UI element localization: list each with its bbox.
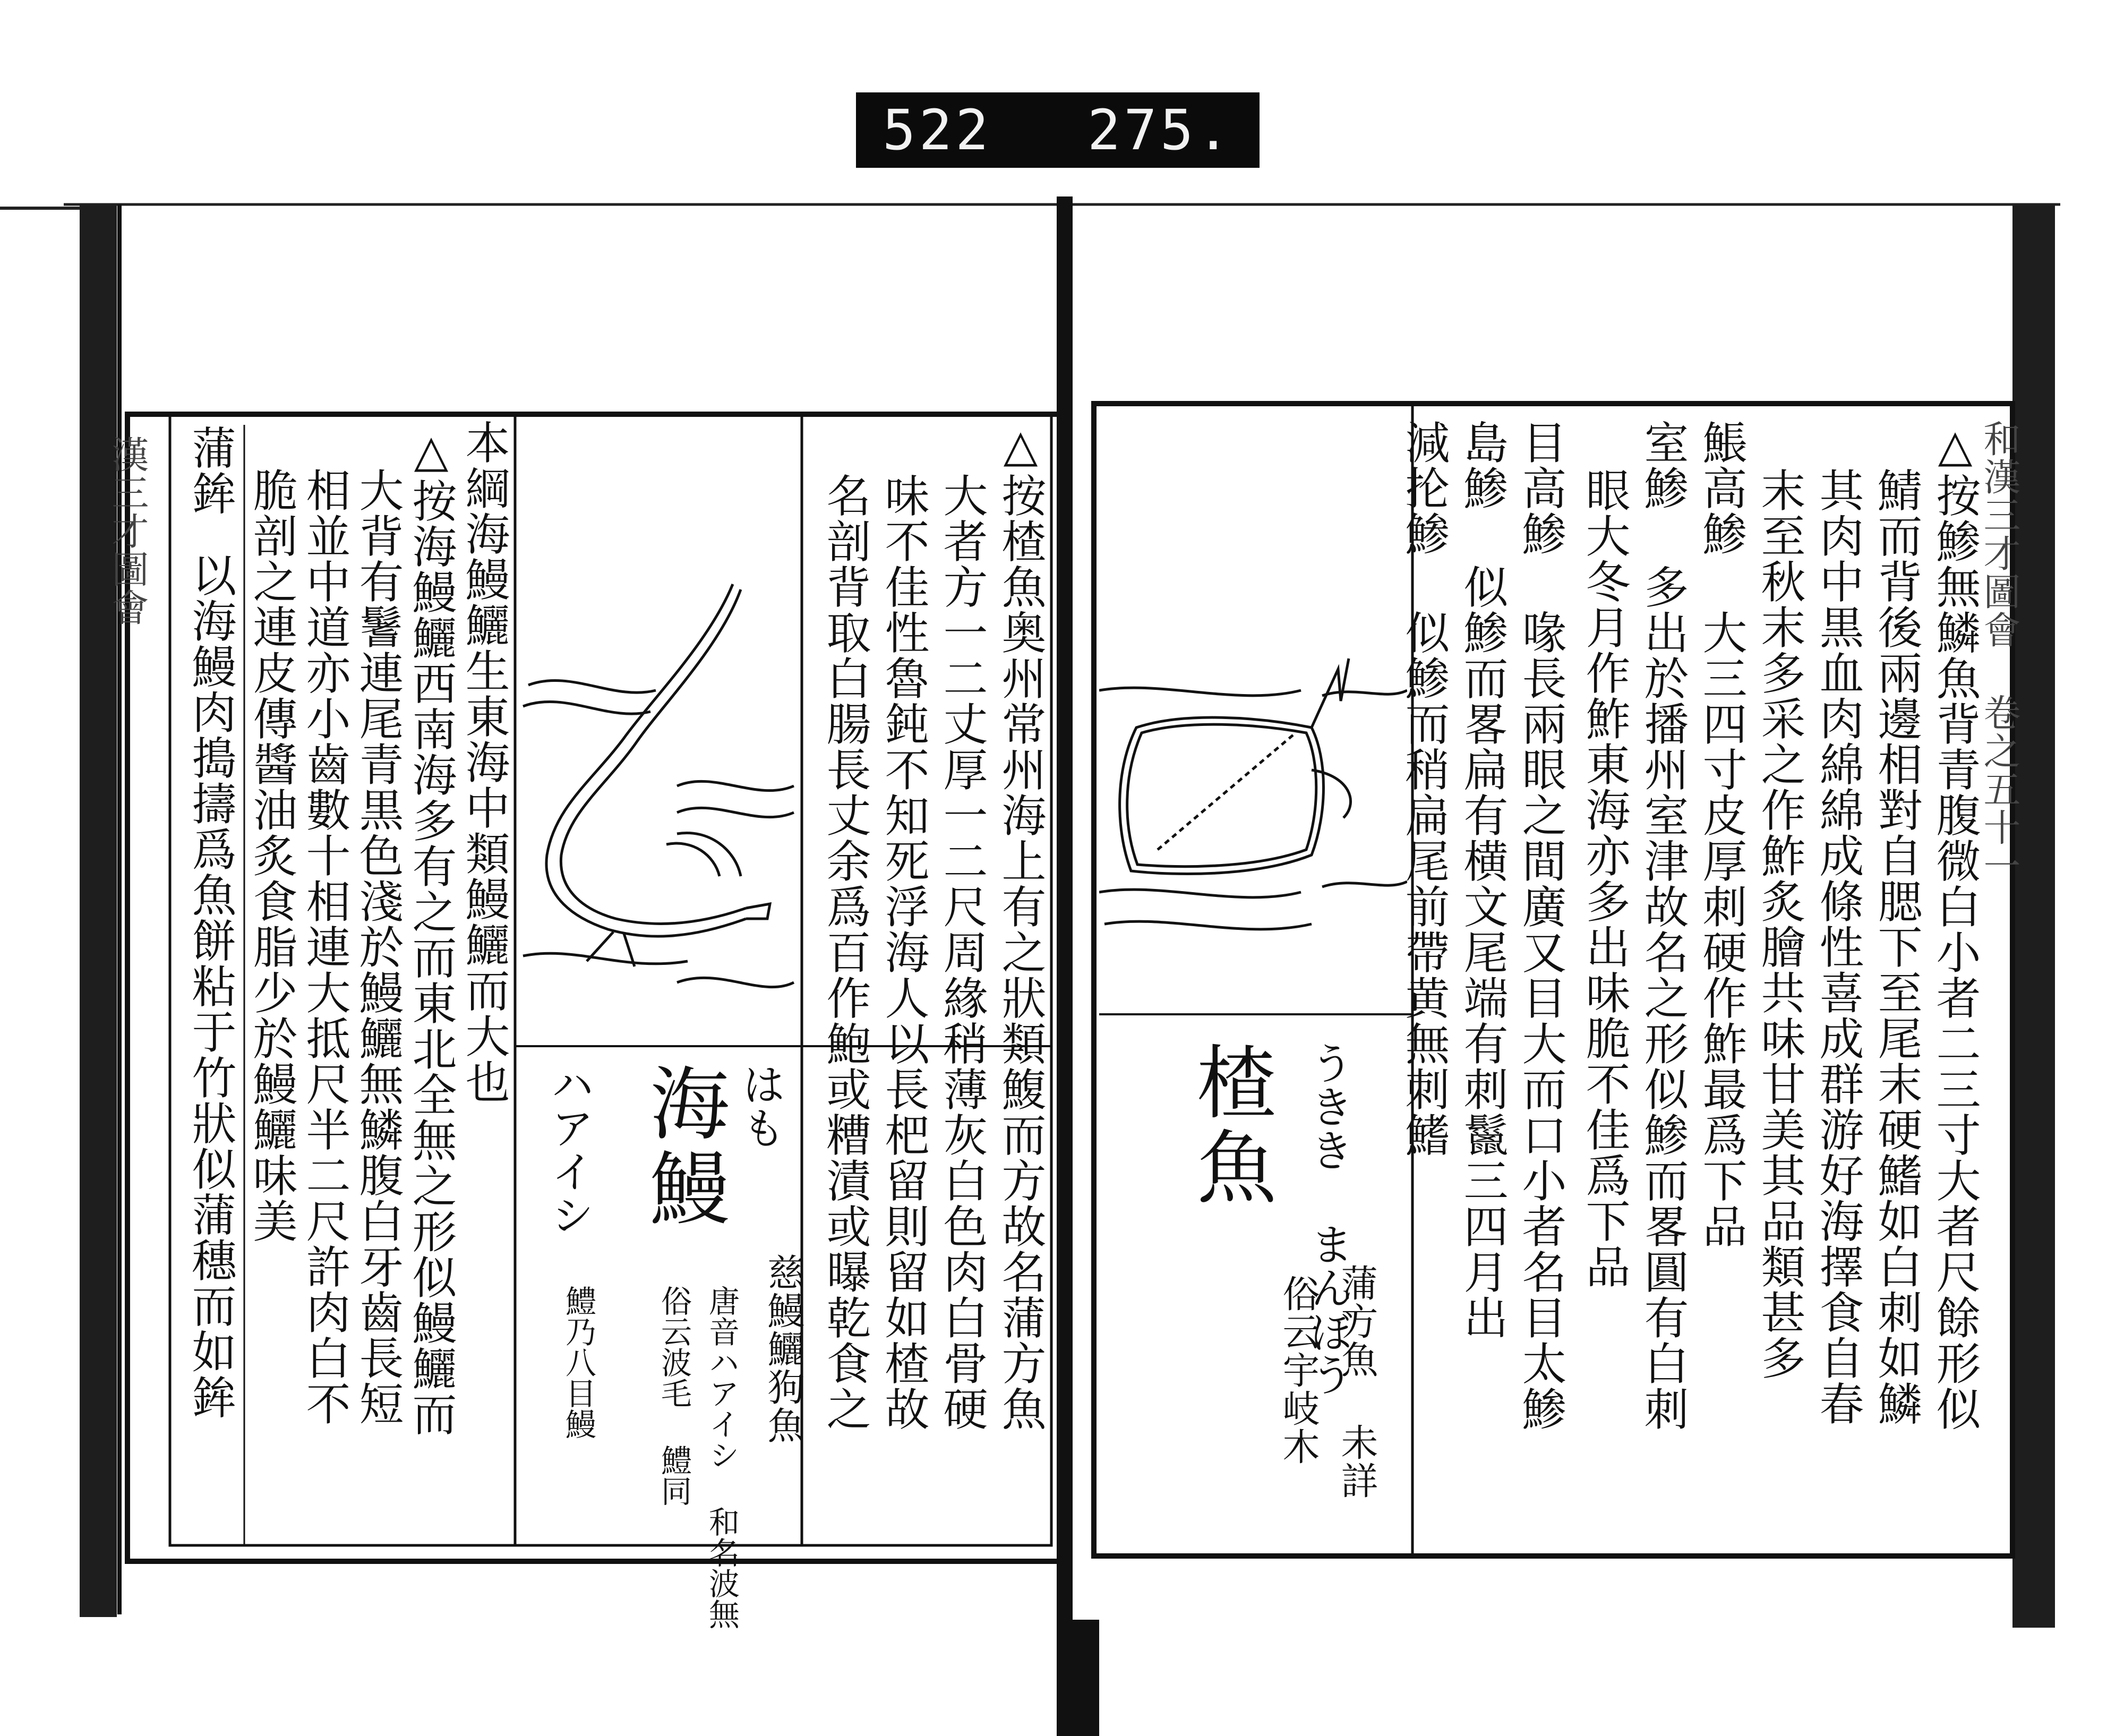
aji-text-column-9: 島鯵 似鯵而畧扁有横文尾端有刺鬣三四月出	[1457, 420, 1509, 1340]
aji-text-column-7: 眼大冬月作鮓東海亦多出味脆不佳爲下品	[1579, 467, 1631, 1289]
right-header-fragment: 和漢三才圖會 卷之五十一	[1977, 420, 2021, 885]
eel-lower-column-5: 脆剖之連皮傳醬油炙食脂少於鰻鱺味美	[246, 467, 298, 1244]
aji-text-column-2: 鯖而背後兩邊相對自腮下至尾末硬鰭如白刺如鱗	[1871, 467, 1923, 1426]
eel-note-3: 俗云波毛 鱧同	[656, 1285, 692, 1506]
sunfish-title: 楂魚	[1183, 1041, 1275, 1211]
sunfish-note-1: 蒲方魚 未詳	[1335, 1264, 1378, 1500]
eel-text-column-1: △按楂魚奥州常州海上有之狀類鰒而方故名蒲方魚	[995, 420, 1047, 1432]
sunfish-note-2: 俗云宇岐木	[1277, 1275, 1320, 1466]
aji-text-column-5: 𩸕高鯵 大三四寸皮厚刺硬作鮓最爲下品	[1695, 420, 1748, 1249]
kamaboko-heading: 蒲鉾	[185, 425, 237, 516]
eel-text-column-4: 名剖背取白腸長丈余爲百作鮑或糟漬或曝乾食之	[819, 473, 871, 1432]
eel-lower-column-1: 本綱海鰻鱺生東海中類鰻鱺而大也	[458, 420, 510, 1105]
archive-number-right: 275.	[1087, 98, 1234, 163]
eel-title: 海鰻	[636, 1062, 729, 1232]
archive-number-left: 522	[882, 98, 992, 163]
eel-text-column-3: 味不佳性魯鈍不知死浮海人以長杷留則留如楂故	[878, 473, 930, 1432]
eel-lower-column-4: 相並中道亦小齒數十相連大抵尺半二尺許肉白不	[299, 467, 351, 1426]
aji-text-column-4: 末至秋末多采之作鮓炙膾共味甘美其品類甚多	[1754, 467, 1806, 1381]
eel-note-2: 唐音ハアイシ 和名波無	[704, 1285, 740, 1629]
eel-note-1: 慈鰻鱺狗魚	[761, 1253, 805, 1444]
eel-kana-reading: はも	[735, 1062, 785, 1149]
eel-katakana-reading: ハアイシ	[544, 1062, 594, 1236]
aji-text-column-6: 室鯵 多出於播州室津故名之形似鯵而畧圓有白刺	[1637, 420, 1689, 1432]
eel-lower-column-3: 大背有鬐連尾青黒色淺於鰻鱺無鱗腹白牙齒長短	[352, 467, 404, 1426]
aji-text-column-3: 其肉中黒血肉綿綿成條性喜成群游好海擇食自春	[1812, 467, 1864, 1426]
kamaboko-text: 以海鰻肉搗擣爲魚餅粘于竹狀似蒲穗而如鉾	[185, 552, 237, 1420]
skate-illustration	[1099, 637, 1407, 1009]
left-header-fragment: 漢三才圖會	[106, 435, 149, 627]
eel-lower-column-2: △按海鰻鱺西南海多有之而東北全無之形似鰻鱺而	[405, 425, 457, 1437]
aji-text-column-10: 減抡鯵 似鯵而稍扁尾前帶黄無刺鰭	[1398, 420, 1450, 1158]
eel-illustration	[518, 579, 799, 1041]
aji-text-column-1: △按鯵無鱗魚背青腹微白小者二三寸大者尺餘形似	[1929, 420, 1981, 1432]
eel-text-column-2: 大者方一二丈厚一二尺周緣稍薄灰白色肉白骨硬	[936, 473, 988, 1432]
sunfish-kana-reading: うきき まんぼう	[1303, 1041, 1354, 1396]
eel-note-4: 鱧乃八目鰻	[560, 1285, 596, 1439]
aji-text-column-8: 目高鯵 喙長兩眼之間廣又目大而口小者名目太鯵	[1515, 420, 1567, 1432]
